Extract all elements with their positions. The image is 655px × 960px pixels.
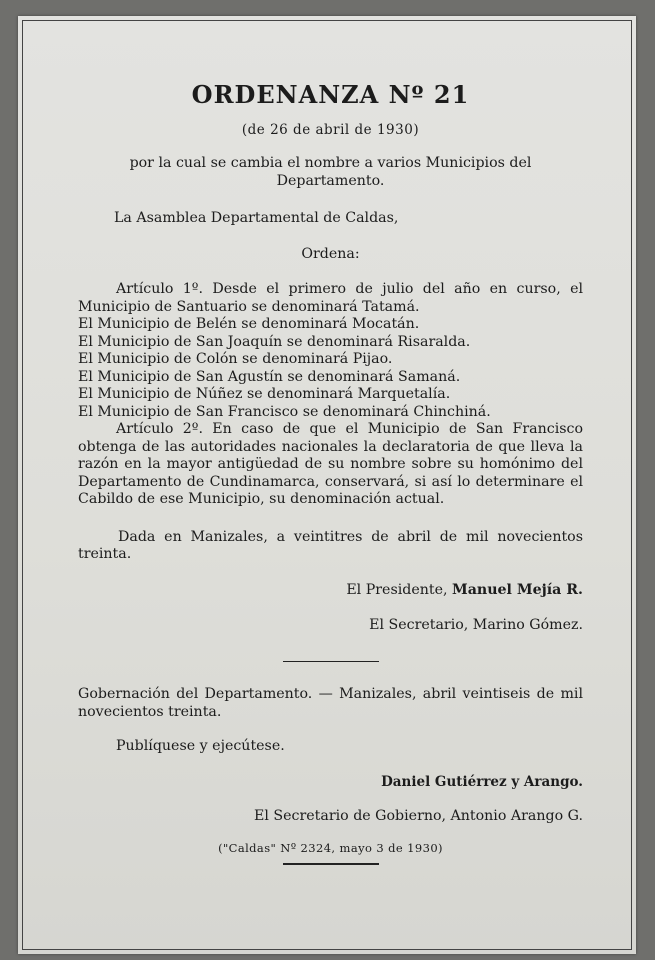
articles-block — [78, 281, 583, 509]
article-line-nunez: El Municipio de Núñez se denominará Marquetalía. — [78, 386, 451, 402]
article-line-san-francisco: El Municipio de San Francisco se denominará Chinchiná. — [78, 403, 491, 420]
divider-rule — [283, 661, 379, 663]
president-label: El Presidente, — [346, 581, 448, 598]
president-signature — [78, 582, 583, 600]
article-line-belen: El Municipio de Belén se denominará Mocatán. — [78, 316, 420, 332]
document-page — [18, 16, 636, 954]
bottom-rule — [283, 863, 379, 865]
government-secretary-signature: El Secretario de Gobierno, Antonio Arango G. — [254, 808, 583, 824]
publiquese-line: Publíquese y ejecútese. — [116, 738, 285, 754]
document-date: (de 26 de abril de 1930) — [241, 121, 420, 138]
governor-signature: Daniel Gutiérrez y Arango. — [381, 773, 583, 790]
article-1: Artículo 1º. Desde el primero de julio del año en curso, el Municipio de Santuario se denominará Tatamá. — [78, 281, 583, 315]
gobernacion-paragraph: Gobernación del Departamento. — Manizales, abril veintiseis de mil novecientos treinta. — [78, 686, 583, 720]
document-subject — [78, 155, 583, 190]
ordena-heading: Ordena: — [301, 245, 360, 262]
secretary-signature: El Secretario, Marino Gómez. — [369, 617, 583, 633]
assembly-line: La Asamblea Departamental de Caldas, — [114, 210, 399, 226]
subject-line-2: Departamento. — [276, 172, 385, 189]
article-line-colon: El Municipio de Colón se denominará Pijao. — [78, 351, 393, 367]
dada-paragraph: Dada en Manizales, a veintitres de abril de mil novecientos treinta. — [78, 528, 583, 562]
subject-line-1: por la cual se cambia el nombre a varios Municipios del — [129, 155, 532, 171]
article-line-san-joaquin: El Municipio de San Joaquín se denominará Risaralda. — [78, 333, 471, 350]
document-body — [78, 80, 583, 865]
president-name: Manuel Mejía R. — [452, 581, 583, 598]
article-2: Artículo 2º. En caso de que el Municipio de San Francisco obtenga de las autoridades nacionales la declaratoria de que lleva la razón en la mayor antigüedad de su nombre sobre su homónimo del Departamento de Cundinamarca, conservará, si así lo determinare el Cabildo de ese Municipio, su denominación actual. — [78, 421, 583, 507]
article-line-san-agustin: El Municipio de San Agustín se denominará Samaná. — [78, 368, 461, 385]
source-citation: ("Caldas" Nº 2324, mayo 3 de 1930) — [218, 840, 443, 855]
document-title: ORDENANZA Nº 21 — [191, 80, 470, 109]
